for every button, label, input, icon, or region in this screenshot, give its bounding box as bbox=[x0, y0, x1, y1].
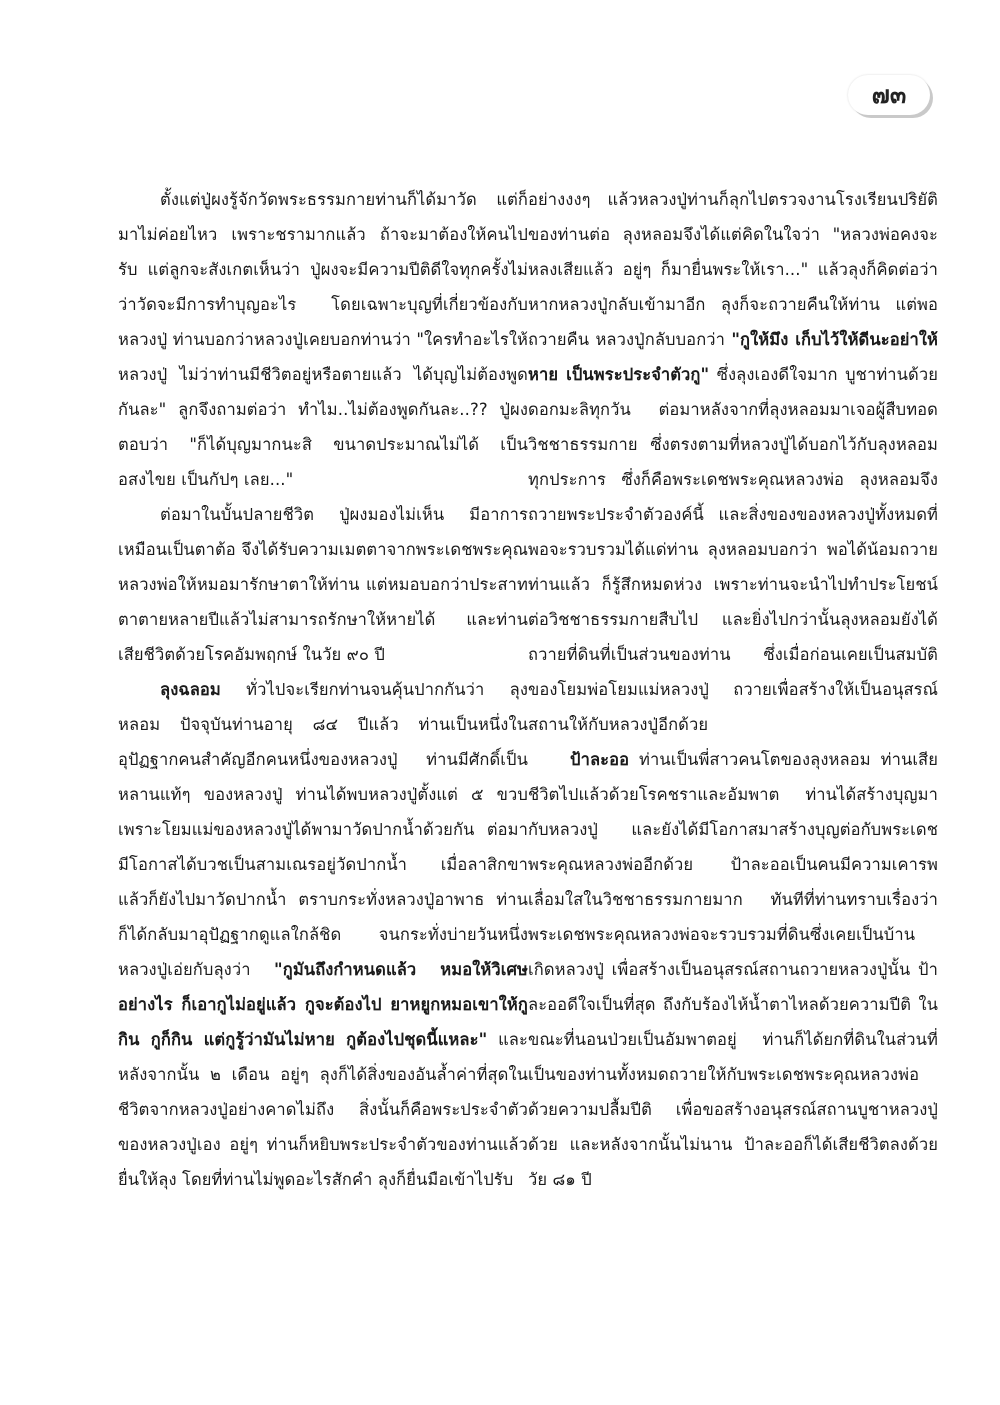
page-number: ๗๓ bbox=[871, 81, 907, 109]
paragraph-text: และหลังจากนั้น ๒ เดือน อยู่ๆ ลุงก็ได้สิ่งของอันล้ำค่าที่สุดในชีวิตจากหลวงปู่อย่างคาดไม่ถึง สิ่งนั้นก็คือพระประจำตัวของหลวงปู่เอง อยู่ๆ ท่านก็หยิบพระประจำตัวของท่านแล้วยื่นให้ลุง โดยที่ท่านไม่พูดอะไรสักคำ ลุงก็ยื่นมือเข้าไปรับ bbox=[118, 1030, 528, 1189]
paragraph-text: ท่านเป็นพี่สาวคนโตของลุงหลอม ท่านเสียชีวิตไปแล้วด้วยโรคชราและอัมพาต ท่านได้สร้างบุญมากับหลวงปู่ และยังได้มีโอกาสมาสร้างบุญต่อกับพระเดชพระคุณหลวงพ่ออีกด้วย ป้าละออเป็นคนมีความเคารพเลื่อมใสในวิชชาธรรมกายมาก ทันทีที่ท่านทราบเรื่องว่าพระเดชพระคุณหลวงพ่อจะรวบรวมที่ดินซึ่งเคยเป็นบ้านเกิดหลวงปู่ เพื่อสร้างเป็นอนุสรณ์สถานถวายหลวงปู่นั้น ป้าละออดีใจเป็นที่สุด ถึงกับร้องไห้น้ำตาไหลด้วยความปีติ ในขณะที่นอนป่วยเป็นอัมพาตอยู่ ท่านก็ได้ยกที่ดินในส่วนที่เป็นของท่านทั้งหมดถวายให้กับพระเดชพระคุณหลวงพ่อด้วยความปลื้มปีติ เพื่อขอสร้างอนุสรณ์สถานบูชาหลวงปู่ด้วย และหลังจากนั้นไม่นาน ป้าละออก็ได้เสียชีวิตลงด้วยวัย ๘๑ ปี bbox=[528, 750, 938, 1189]
person-name-lung-chalom: ลุงฉลอม bbox=[160, 680, 221, 699]
left-column bbox=[118, 182, 528, 1332]
paragraph: ตั้งแต่ปู่ผงรู้จักวัดพระธรรมกายท่านก็ได้มาวัด แต่ก็มาไม่ค่อยไหว เพราะชรามากแล้ว ถ้าจะมาต้องให้คนไปรับ แต่ลูกจะสังเกตเห็นว่า ปู่ผงจะมีความปีติดีใจทุกครั้งไม่ว่าวัดจะมีการทำบุญอะไร โดยเฉพาะบุญที่เกี่ยวข้องกับหลวงปู่ ท่านบอกว่าหลวงปู่เคยบอกท่านว่า "ใครทำอะไรให้หลวงปู่ ไม่ว่าท่านมีชีวิตอยู่หรือตายแล้ว ได้บุญไม่ต้องพูดกันละ" ลูกจึงถามต่อว่า ทำไม..ไม่ต้องพูดกันละ..?? ปู่ผงตอบว่า "ก็ได้บุญมากนะสิ ขนาดประมาณไม่ได้ เป็นอสงไขย เป็นกัปๆ เลย..." bbox=[118, 190, 528, 489]
quote-bold: "กูให้มึง เก็บไว้ให้ดีนะอย่าให้หาย เป็นพระประจำตัวกู" bbox=[528, 330, 938, 384]
paragraph bbox=[118, 672, 528, 1197]
person-name-pa-la-or: ป้าละออ bbox=[570, 750, 630, 769]
paragraph: ต่อมาในบั้นปลายชีวิต ปู่ผงมองไม่เห็น มีอาการเหมือนเป็นตาต้อ จึงได้รับความเมตตาจากพระเดชพระคุณหลวงพ่อให้หมอมารักษาตาให้ท่าน แต่หมอบอกว่าประสาทตาตายหลายปีแล้วไม่สามารถรักษาให้หายได้ และท่านเสียชีวิตด้วยโรคอัมพฤกษ์ ในวัย ๙๐ ปี bbox=[118, 505, 528, 664]
paragraph bbox=[528, 742, 938, 1197]
page-number-tab bbox=[848, 75, 930, 115]
quote-bold: "กูมันถึงกำหนดแล้ว หมอให้วิเศษอย่างไร ก็เอากูไม่อยู่แล้ว กูจะต้องไป ยาหยูกหมอเขาให้กูกิน กูก็กิน แต่กูรู้ว่ามันไม่หาย กูต้องไปชุดนี้แหละ" bbox=[118, 960, 528, 1049]
right-column bbox=[528, 182, 938, 1332]
paragraph bbox=[528, 182, 938, 742]
paragraph-text: ทั่วไปจะเรียกท่านจนคุ้นปากกันว่า ลุงหลอม ปัจจุบันท่านอายุ ๘๔ ปีแล้ว ท่านเป็นหนึ่งในอุปัฏฐากคนสำคัญอีกคนหนึ่งของหลวงปู่ ท่านมีศักดิ์เป็นหลานแท้ๆ ของหลวงปู่ ท่านได้พบหลวงปู่ตั้งแต่ ๕ ขวบ เพราะโยมแม่ของหลวงปู่ได้พามาวัดปากน้ำด้วยกัน ต่อมามีโอกาสได้บวชเป็นสามเณรอยู่วัดปากน้ำ เมื่อลาสิกขาแล้วก็ยังไปมาวัดปากน้ำ ตราบกระทั่งหลวงปู่อาพาธ ท่านก็ได้กลับมาอุปัฏฐากดูแลใกล้ชิด จนกระทั่งบ่ายวันหนึ่งหลวงปู่เอ่ยกับลุงว่า bbox=[118, 680, 528, 979]
paragraph-text: ซึ่งลุงเองดีใจมาก บูชาท่านด้วยดอกมะลิทุกวัน ต่อมาหลังจากที่ลุงหลอมมาเจอผู้สืบทอดวิชชาธรรมกาย ซึ่งตรงตามที่หลวงปู่ได้บอกไว้กับลุงหลอมทุกประการ ซึ่งก็คือพระเดชพระคุณหลวงพ่อ ลุงหลอมจึงถวายพระประจำตัวองค์นี้ และสิ่งของของหลวงปู่ทั้งหมดที่พอจะรวบรวมได้แด่ท่าน ลุงหลอมบอกว่า พอได้น้อมถวายท่านแล้ว ก็รู้สึกหมดห่วง เพราะท่านจะนำไปทำประโยชน์ต่อวิชชาธรรมกายสืบไป และยิ่งไปกว่านั้นลุงหลอมยังได้ถวายที่ดินที่เป็นส่วนของท่าน ซึ่งเมื่อก่อนเคยเป็นสมบัติของโยมพ่อโยมแม่หลวงปู่ ถวายเพื่อสร้างให้เป็นอนุสรณ์สถานให้กับหลวงปู่อีกด้วย bbox=[528, 365, 938, 734]
paragraph-text: อย่างงงๆ แล้วหลวงปู่ท่านก็ลุกไปตรวจงานโรงเรียนปริยัติของท่านต่อ ลุงหลอมจึงได้แต่คิดในใจว่า "หลวงพ่อคงจะหลงเสียแล้ว อยู่ๆ ก็มายื่นพระให้เรา..." แล้วลุงก็คิดต่อว่า หากหลวงปู่กลับเข้ามาอีก ลุงก็จะถวายคืนให้ท่าน แต่พอถวายคืน หลวงปู่กลับบอกว่า bbox=[528, 190, 938, 349]
